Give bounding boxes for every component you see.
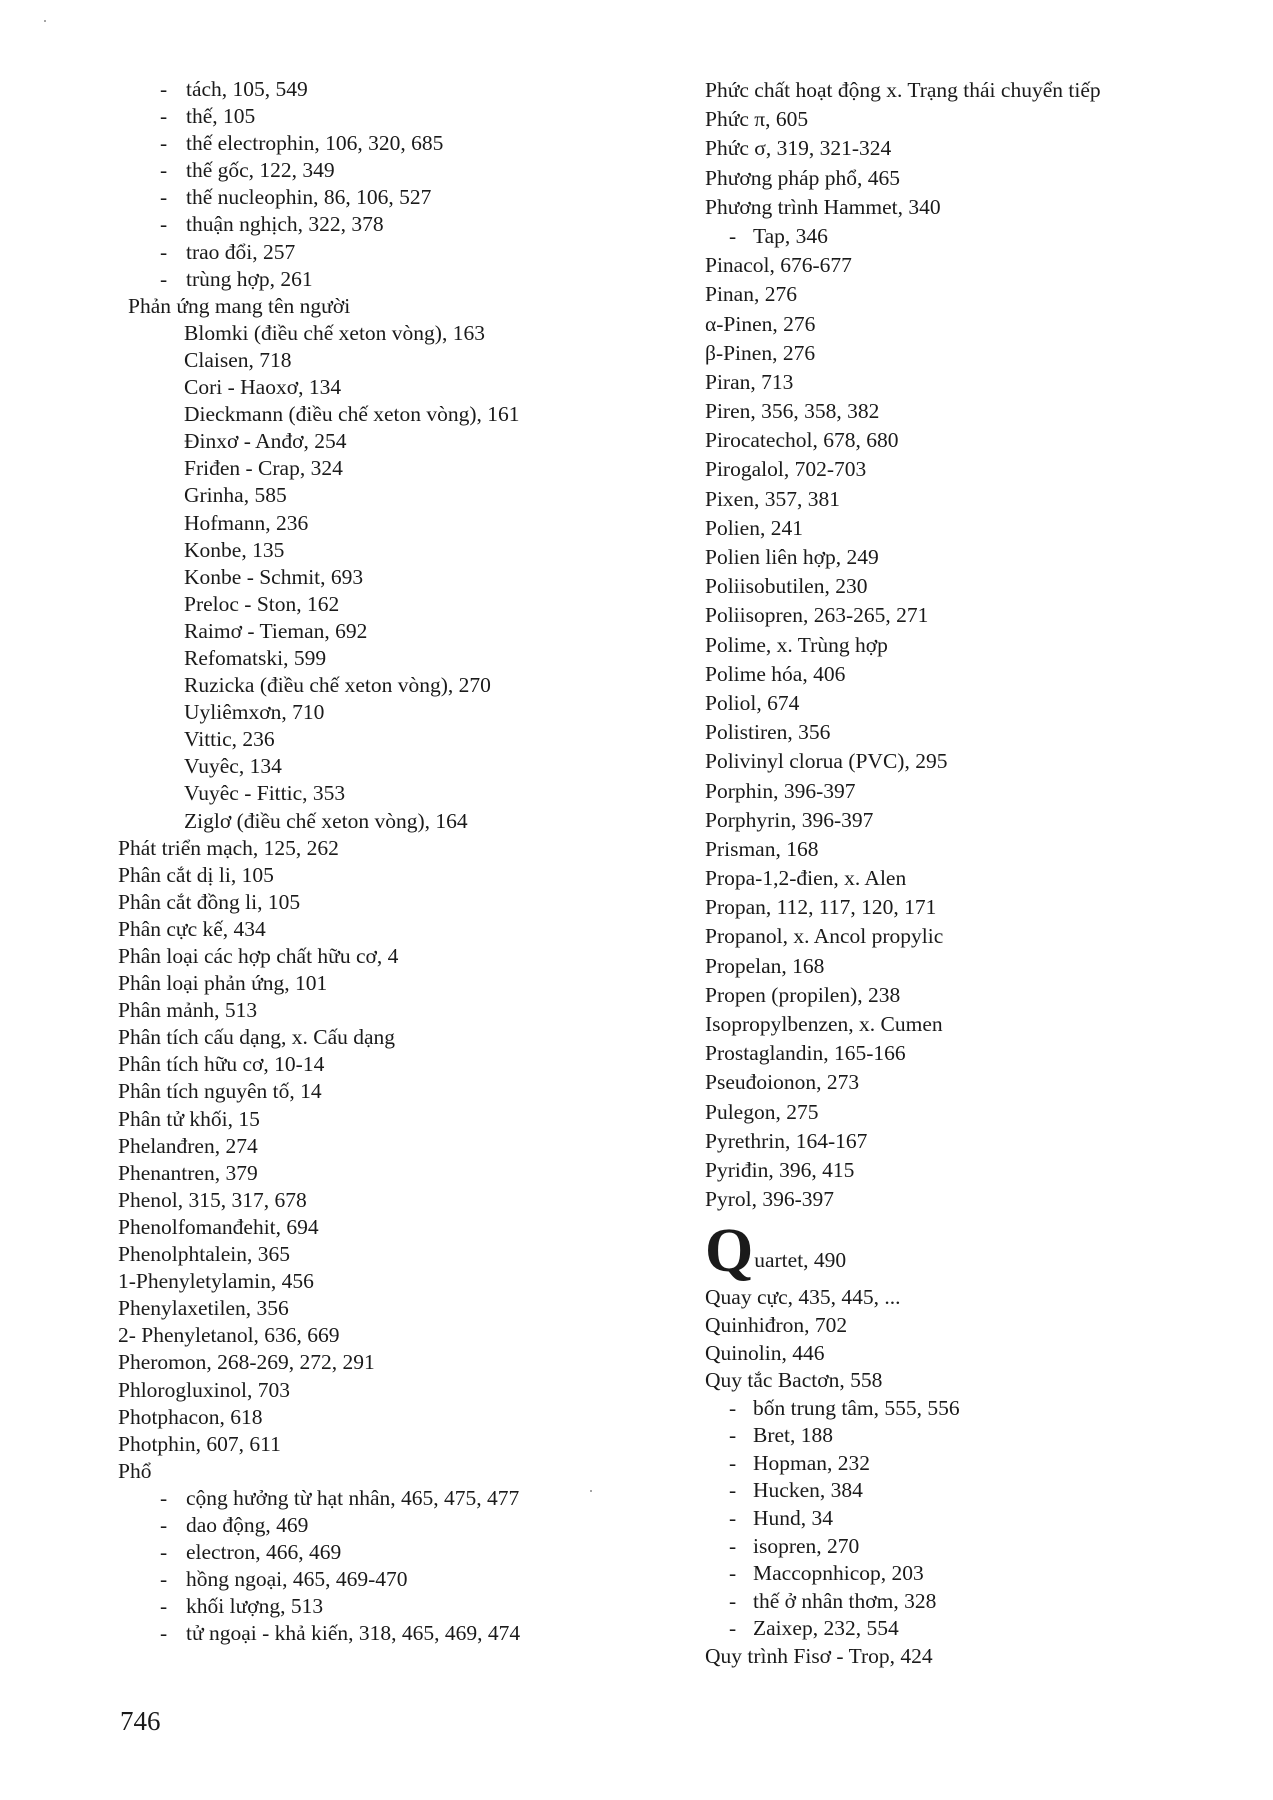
index-subentry [124, 1620, 684, 1647]
index-entry [705, 1185, 1225, 1214]
subentry-dash: - [160, 212, 168, 237]
index-entry-text: Isopropylbenzen, x. Cumen [705, 1012, 943, 1036]
index-entry-text: Pyriđin, 396, 415 [705, 1157, 855, 1182]
subentry-dash: - [729, 1506, 737, 1531]
subentry-dash: - [729, 223, 737, 248]
index-subentry [705, 1588, 1225, 1616]
index-entry [118, 1349, 684, 1376]
index-entry [124, 672, 684, 699]
index-entry [705, 251, 1225, 280]
index-subentry [705, 1560, 1225, 1588]
index-entry [118, 1431, 684, 1458]
subentry-dash: - [160, 131, 168, 156]
index-entry-text: trùng hợp, 261 [186, 266, 313, 291]
index-entry-text: thế nucleophin, 86, 106, 527 [186, 185, 432, 210]
index-subentry [705, 1615, 1225, 1643]
index-subentry [124, 1566, 684, 1593]
index-entry [705, 660, 1225, 689]
index-entry-text: Phân tử khối, 15 [118, 1106, 260, 1131]
index-entry-text: Phương trình Hammet, 340 [705, 194, 941, 219]
index-entry-text: Phenolfomanđehit, 694 [118, 1214, 319, 1239]
index-entry-text: Phức chất hoạt động x. Trạng thái chuyển tiếp [705, 78, 1101, 102]
index-entry-text: 1-Phenyletylamin, 456 [118, 1269, 314, 1294]
index-entry [705, 601, 1225, 630]
index-entry-text: Propa-1,2-đien, x. Alen [705, 866, 907, 891]
index-entry [118, 1187, 684, 1214]
index-entry-text: Phân cực kế, 434 [118, 916, 266, 941]
index-entry-text: Hofmann, 236 [184, 510, 309, 535]
index-entry [705, 922, 1225, 951]
index-entry-text: Quy trình Fisơ - Trop, 424 [705, 1644, 933, 1669]
index-entry [118, 1106, 684, 1133]
index-entry-text: Phân tích nguyên tố, 14 [118, 1079, 322, 1104]
index-entry-text: hồng ngoại, 465, 469-470 [186, 1567, 408, 1592]
index-entry-text: Refomatski, 599 [184, 645, 327, 670]
index-entry-text: isopren, 270 [753, 1533, 860, 1558]
index-subentry [124, 1593, 684, 1620]
index-entry-text: Vittic, 236 [184, 727, 275, 752]
index-entry-text: Porphyrin, 396-397 [705, 807, 874, 832]
index-entry [705, 1156, 1225, 1185]
index-entry [118, 889, 684, 916]
subentry-dash: - [160, 1594, 168, 1619]
index-entry-text: thế, 105 [186, 104, 256, 129]
index-entry [705, 893, 1225, 922]
index-entry-text: Polivinyl clorua (PVC), 295 [705, 749, 948, 774]
subentry-dash: - [160, 1621, 168, 1646]
index-entry-text: thế electrophin, 106, 320, 685 [186, 131, 444, 156]
index-entry [118, 1133, 684, 1160]
index-entry-text: Propelan, 168 [705, 953, 825, 978]
index-entry [118, 1458, 684, 1485]
subentry-dash: - [160, 104, 168, 129]
index-entry-text: Pyrethrin, 164-167 [705, 1128, 868, 1153]
index-entry-text: Phenantren, 379 [118, 1160, 258, 1185]
index-entry-text: Quy tắc Bactơn, 558 [705, 1368, 883, 1393]
index-entry [705, 806, 1225, 835]
index-entry [118, 1404, 684, 1431]
index-entry-text: Phân loại phản ứng, 101 [118, 971, 328, 996]
index-entry [705, 689, 1225, 718]
index-entry [124, 320, 684, 347]
index-entry [124, 510, 684, 537]
index-entry-text: tử ngoại - khả kiến, 318, 465, 469, 474 [186, 1621, 521, 1646]
scan-speck [590, 1490, 592, 1492]
index-entry-text: Claisen, 718 [184, 347, 292, 372]
subentry-dash: - [160, 185, 168, 210]
index-entry-text: Preloc - Ston, 162 [184, 591, 340, 616]
index-entry [118, 943, 684, 970]
index-entry [124, 564, 684, 591]
index-entry [118, 970, 684, 997]
index-entry [705, 105, 1225, 134]
index-entry [705, 1098, 1225, 1127]
index-entry [124, 699, 684, 726]
subentry-dash: - [729, 1533, 737, 1558]
index-entry [705, 134, 1225, 163]
index-entry [124, 401, 684, 428]
index-entry-text: Photphacon, 618 [118, 1404, 263, 1429]
index-entry [705, 485, 1225, 514]
index-entry-text: Cori - Haoxơ, 134 [184, 375, 342, 400]
index-entry-text: Konbe, 135 [184, 537, 285, 562]
index-entry [705, 514, 1225, 543]
index-entry-text: Pirogalol, 702-703 [705, 457, 867, 482]
index-entry-text: Phenolphtalein, 365 [118, 1242, 290, 1267]
index-entry-text: Maccopnhicop, 203 [753, 1561, 924, 1586]
index-subentry [124, 157, 684, 184]
index-entry-text: 2- Phenyletanol, 636, 669 [118, 1323, 340, 1348]
index-entry-text: Bret, 188 [753, 1423, 834, 1448]
index-entry-text: Polien liên hợp, 249 [705, 545, 879, 569]
index-entry [705, 280, 1225, 309]
index-entry [705, 777, 1225, 806]
index-entry [118, 1241, 684, 1268]
index-entry-text: Hucken, 384 [753, 1478, 863, 1503]
index-subentry [124, 1485, 684, 1512]
index-entry [705, 426, 1225, 455]
index-entry-text: Phức σ, 319, 321-324 [705, 136, 892, 161]
subentry-dash: - [729, 1478, 737, 1503]
index-entry [118, 1295, 684, 1322]
index-entry [124, 808, 684, 835]
index-subentry [124, 211, 684, 238]
index-entry-text: dao động, 469 [186, 1512, 309, 1537]
index-entry [705, 981, 1225, 1010]
index-entry [705, 1068, 1225, 1097]
index-entry-text: Raimơ - Tieman, 692 [184, 618, 368, 643]
index-subentry [705, 1505, 1225, 1533]
index-entry [705, 1284, 1225, 1312]
index-column-right [705, 76, 1225, 1671]
index-entry [124, 780, 684, 807]
index-subentry [124, 184, 684, 211]
index-entry-text: Polime hóa, 406 [705, 661, 846, 686]
index-entry [118, 1024, 684, 1051]
index-entry-text: Phân cắt dị li, 105 [118, 862, 274, 887]
index-entry-text: electron, 466, 469 [186, 1540, 342, 1565]
index-entry [118, 1214, 684, 1241]
index-entry [705, 631, 1225, 660]
index-entry [124, 726, 684, 753]
subentry-dash: - [160, 1540, 168, 1565]
index-entry-text: Phelanđren, 274 [118, 1133, 258, 1158]
subentry-dash: - [160, 239, 168, 264]
index-entry-text: Polime, x. Trùng hợp [705, 632, 888, 657]
index-entry-text: Dieckmann (điều chế xeton vòng), 161 [184, 402, 520, 427]
index-entry-text: Poliisobutilen, 230 [705, 574, 868, 599]
index-entry [118, 862, 684, 889]
index-entry-text: Ziglơ (điều chế xeton vòng), 164 [184, 808, 468, 833]
index-entry-text: Poliol, 674 [705, 690, 800, 715]
index-entry [705, 543, 1225, 572]
index-entry-text: thế ở nhân thơm, 328 [753, 1588, 937, 1613]
index-entry-text: Piren, 356, 358, 382 [705, 399, 880, 424]
index-subentry [705, 222, 1225, 251]
index-entry [705, 1039, 1225, 1068]
index-entry-text: cộng hưởng từ hạt nhân, 465, 475, 477 [186, 1485, 520, 1510]
index-entry-text: Propan, 112, 117, 120, 171 [705, 895, 937, 920]
index-subentry [705, 1422, 1225, 1450]
index-entry-text: Prisman, 168 [705, 836, 819, 861]
index-entry-text: Piran, 713 [705, 369, 794, 394]
subentry-dash: - [160, 1485, 168, 1510]
index-entry [118, 1377, 684, 1404]
index-entry-text: Phlorogluxinol, 703 [118, 1377, 291, 1402]
index-entry [705, 1127, 1225, 1156]
index-section-q [705, 1284, 1225, 1670]
index-entry [705, 368, 1225, 397]
index-subentry [124, 266, 684, 293]
index-entry-text: Quay cực, 435, 445, ... [705, 1285, 901, 1310]
index-entry-text: Phân tích hữu cơ, 10-14 [118, 1052, 325, 1077]
subentry-dash: - [729, 1450, 737, 1475]
index-section-p [705, 76, 1225, 1214]
index-entry [705, 1643, 1225, 1671]
index-column-left [118, 76, 684, 1647]
index-entry [705, 310, 1225, 339]
index-entry-text: Pirocatechol, 678, 680 [705, 428, 899, 453]
index-entry-text: Phức π, 605 [705, 107, 809, 132]
index-entry [705, 572, 1225, 601]
index-entry-text: Phản ứng mang tên người [128, 293, 351, 318]
index-subentry [705, 1477, 1225, 1505]
index-entry-text: Prostaglandin, 165-166 [705, 1041, 906, 1066]
subentry-dash: - [729, 1423, 737, 1448]
index-entry-text: Porphin, 396-397 [705, 778, 856, 803]
index-entry-text: Pixen, 357, 381 [705, 486, 840, 511]
subentry-dash: - [160, 77, 168, 101]
index-subentry [124, 103, 684, 130]
index-entry [705, 952, 1225, 981]
index-entry-text: Vuyêc, 134 [184, 754, 282, 779]
index-subentry [705, 1450, 1225, 1478]
index-entry-text: Grinha, 585 [184, 483, 287, 508]
index-entry [124, 374, 684, 401]
index-entry-text: tách, 105, 549 [186, 77, 308, 101]
index-entry [124, 591, 684, 618]
index-entry [705, 1312, 1225, 1340]
subentry-dash: - [729, 1588, 737, 1613]
index-entry [124, 455, 684, 482]
index-entry-text: Quinhiđron, 702 [705, 1312, 848, 1337]
index-entry-text: Propanol, x. Ancol propylic [705, 924, 944, 949]
index-entry-text: Pinan, 276 [705, 282, 797, 307]
subentry-dash: - [160, 1567, 168, 1592]
index-entry [118, 916, 684, 943]
index-entry [705, 1010, 1225, 1039]
index-entry-text: Pinacol, 676-677 [705, 253, 852, 278]
index-entry-text: α-Pinen, 276 [705, 311, 816, 336]
index-entry-text: Phenol, 315, 317, 678 [118, 1187, 307, 1212]
index-entry [705, 397, 1225, 426]
index-entry-text: uartet, 490 [754, 1248, 847, 1273]
index-entry-text: Uyliêmxơn, 710 [184, 700, 325, 725]
page-number: 746 [120, 1706, 161, 1736]
index-entry [705, 339, 1225, 368]
index-entry [118, 1322, 684, 1349]
index-entry-text: Pheromon, 268-269, 272, 291 [118, 1350, 375, 1375]
index-entry-text: Phân loại các hợp chất hữu cơ, 4 [118, 944, 399, 968]
subentry-dash: - [160, 266, 168, 291]
index-entry [705, 718, 1225, 747]
index-entry [118, 1160, 684, 1187]
index-entry-text: Quinolin, 446 [705, 1340, 825, 1365]
index-entry-text: trao đổi, 257 [186, 239, 296, 264]
index-entry-text: Pseuđoionon, 273 [705, 1070, 860, 1095]
index-entry [705, 1340, 1225, 1368]
index-entry-text: khối lượng, 513 [186, 1594, 324, 1619]
index-entry-text: Konbe - Schmit, 693 [184, 564, 364, 589]
index-entry [705, 747, 1225, 776]
index-entry [124, 645, 684, 672]
index-entry [124, 428, 684, 455]
index-entry-text: Vuyêc - Fittic, 353 [184, 781, 346, 806]
index-entry-text: Phân mảnh, 513 [118, 998, 258, 1023]
index-entry-text: Phương pháp phổ, 465 [705, 165, 901, 190]
index-entry [705, 864, 1225, 893]
index-entry [705, 164, 1225, 193]
index-entry-text: Zaixep, 232, 554 [753, 1616, 899, 1641]
subentry-dash: - [729, 1561, 737, 1586]
index-entry-text: Pyrol, 396-397 [705, 1187, 834, 1212]
index-entry [118, 1078, 684, 1105]
index-entry-text: Blomki (điều chế xeton vòng), 163 [184, 320, 485, 345]
index-entry-text: Phổ [118, 1458, 152, 1483]
index-entry [124, 753, 684, 780]
index-entry-text: Photphin, 607, 611 [118, 1431, 281, 1456]
index-section-q-heading [705, 1217, 1225, 1286]
index-entry-text: thế gốc, 122, 349 [186, 158, 335, 183]
index-entry [118, 1051, 684, 1078]
subentry-dash: - [160, 1512, 168, 1537]
index-entry-text: Đinxơ - Anđơ, 254 [184, 429, 347, 454]
index-entry-text: Poliisopren, 263-265, 271 [705, 603, 929, 628]
index-entry-text: Phenylaxetilen, 356 [118, 1296, 289, 1321]
index-subentry [124, 1512, 684, 1539]
index-entry-text: thuận nghịch, 322, 378 [186, 212, 384, 237]
index-entry [124, 347, 684, 374]
index-entry [124, 482, 684, 509]
index-entry [705, 835, 1225, 864]
index-entry-text: Polistiren, 356 [705, 720, 831, 745]
index-subentry [124, 76, 684, 103]
index-entry-text: Phát triển mạch, 125, 262 [118, 835, 339, 860]
index-subentry [705, 1533, 1225, 1561]
subentry-dash: - [160, 158, 168, 183]
index-entry-text: Ruzicka (điều chế xeton vòng), 270 [184, 673, 491, 698]
index-subentry [705, 1395, 1225, 1423]
index-entry-text: Phân cắt đồng li, 105 [118, 889, 301, 914]
index-entry-text: Friđen - Crap, 324 [184, 456, 343, 481]
index-entry [118, 997, 684, 1024]
index-entry-text: Hopman, 232 [753, 1450, 871, 1475]
index-subentry [124, 1539, 684, 1566]
index-entry [705, 1367, 1225, 1395]
index-entry [124, 618, 684, 645]
index-entry-text: Propen (propilen), 238 [705, 982, 901, 1007]
index-entry-text: Pulegon, 275 [705, 1099, 819, 1124]
index-entry [705, 76, 1225, 105]
index-entry [118, 293, 684, 320]
scan-speck [44, 20, 46, 22]
index-entry [124, 537, 684, 564]
index-entry [705, 193, 1225, 222]
subentry-dash: - [729, 1616, 737, 1641]
index-subentry [124, 239, 684, 266]
index-entry-text: bốn trung tâm, 555, 556 [753, 1395, 960, 1420]
index-entry-text: Polien, 241 [705, 515, 803, 540]
section-initial-letter: Q [705, 1217, 754, 1286]
index-entry [705, 455, 1225, 484]
index-subentry [124, 130, 684, 157]
subentry-dash: - [729, 1395, 737, 1420]
index-entry-text: Tap, 346 [753, 223, 828, 248]
index-entry-text: Hund, 34 [753, 1506, 834, 1531]
index-entry [118, 1268, 684, 1295]
index-entry-text: Phân tích cấu dạng, x. Cấu dạng [118, 1025, 396, 1050]
index-entry-text: β-Pinen, 276 [705, 340, 816, 365]
index-entry [118, 835, 684, 862]
